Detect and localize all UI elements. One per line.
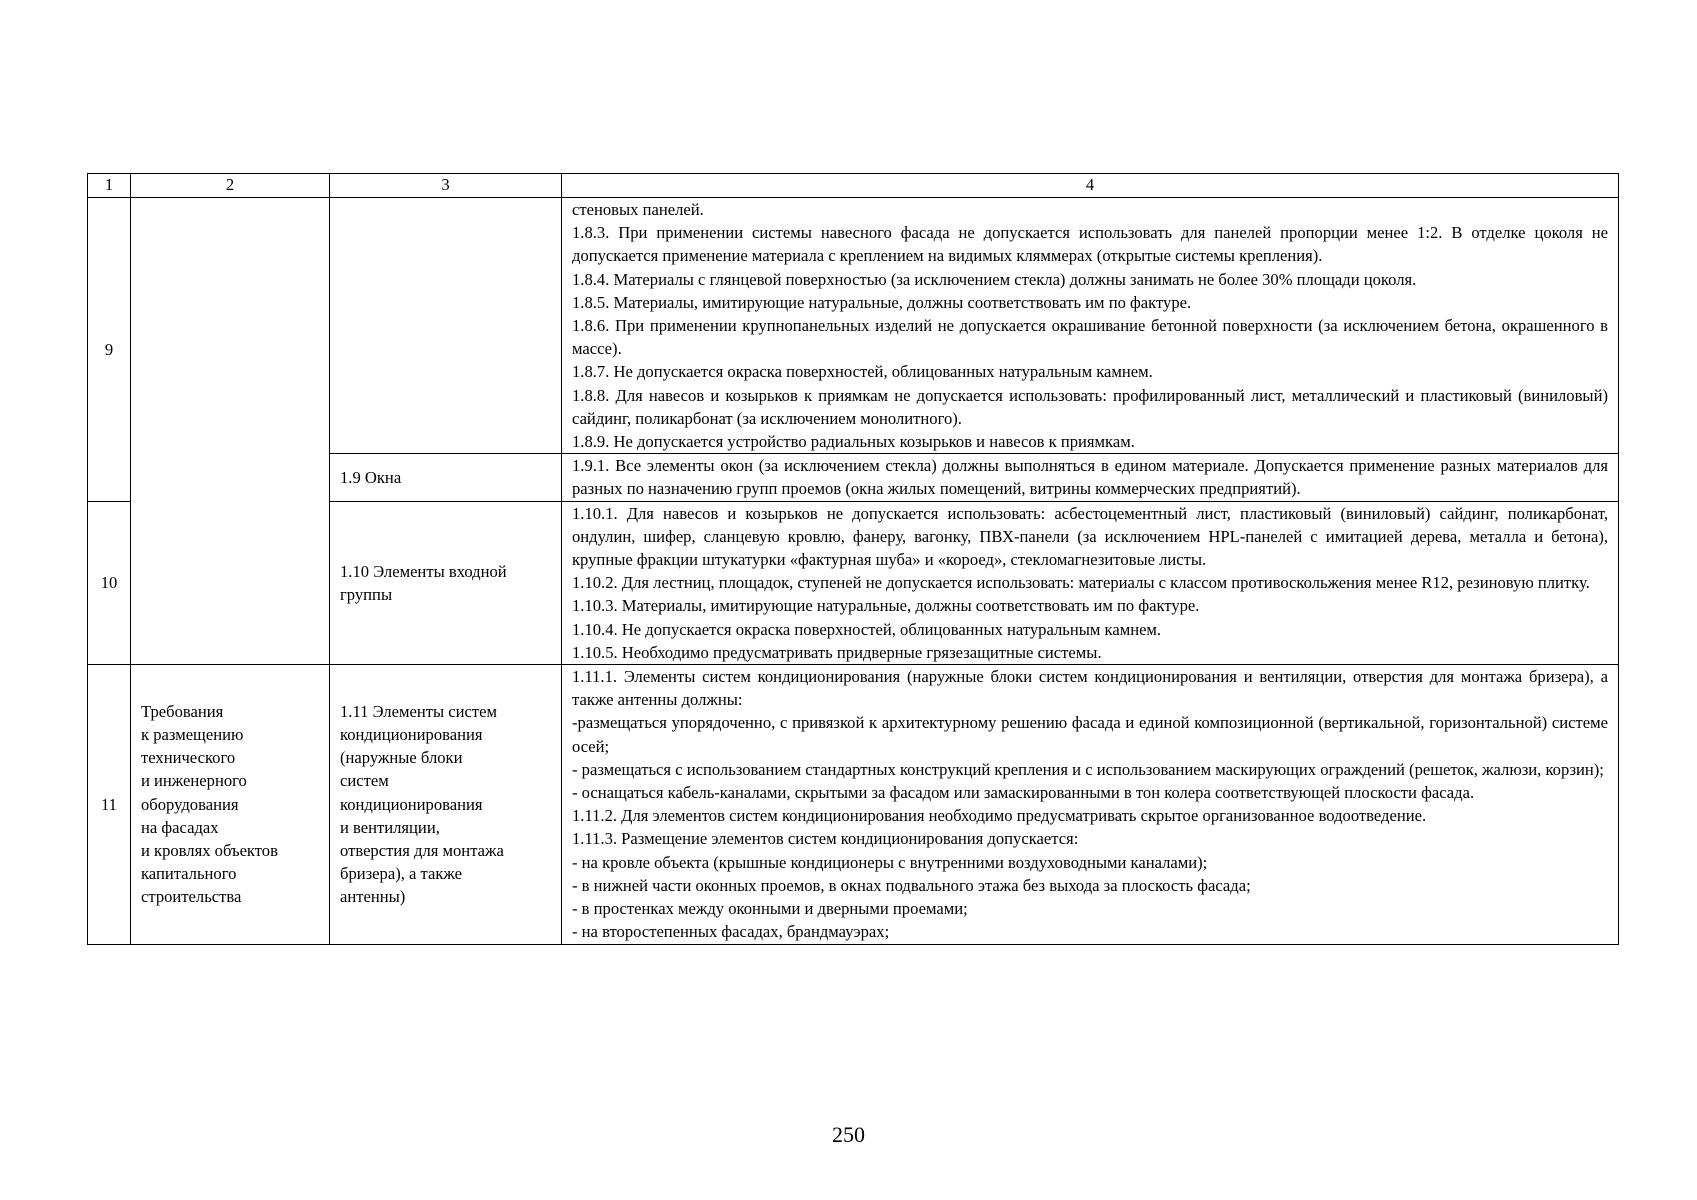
paragraph: 1.8.9. Не допускается устройство радиальных козырьков и навесов к приямкам. [572,432,1135,452]
element-cell [330,198,562,454]
paragraph: 1.11.2. Для элементов систем кондиционирования необходимо предусматривать скрытое организованное водоотведение. [572,806,1427,826]
paragraph: 1.11.1. Элементы систем кондиционирования (наружные блоки систем кондиционирования и вентиляции, отверстия для монтажа бризера), а также антенны должны: [572,667,1608,710]
paragraph: - оснащаться кабель-каналами, скрытыми за фасадом или замаскированными в тон колера соответствующей плоскости фасада. [572,783,1475,803]
element-cell [330,665,562,944]
header-col-2: 2 [131,174,330,198]
element-cell: 1.9 Окна [330,454,562,501]
header-col-1: 1 [88,174,131,198]
requirements-table [87,173,1619,945]
requirement-name-cell [131,665,330,944]
paragraph: 1.8.3. При применении системы навесного фасада не допускается использовать для панелей пропорции менее 1:2. В отделке цоколя не допускается применение материала с креплением на видимых кляммерах (открытые системы крепления). [572,223,1608,266]
requirement-text-cell [562,665,1619,944]
paragraph: -размещаться упорядоченно, с привязкой к архитектурному решению фасада и единой композиционной (вертикальной, горизонтальной) системе осей; [572,713,1608,756]
paragraph: 1.8.8. Для навесов и козырьков к приямкам не допускается использовать: профилированный лист, металлический и пластиковый (виниловый) сайдинг, поликарбонат (за исключением монолитного). [572,385,1608,428]
paragraph: - в простенках между оконными и дверными проемами; [572,899,968,919]
paragraph: 1.8.7. Не допускается окраска поверхностей, облицованных натуральным камнем. [572,362,1153,382]
paragraph: 1.10.2. Для лестниц, площадок, ступеней не допускается использовать: материалы с классом противоскольжения менее R12, резиновую плитку. [572,573,1590,593]
paragraph: 1.8.4. Материалы с глянцевой поверхностью (за исключением стекла) должны занимать не более 30% площади цоколя. [572,269,1417,289]
paragraph: 1.10.4. Не допускается окраска поверхностей, облицованных натуральным камнем. [572,619,1162,639]
paragraph: 1.10.1. Для навесов и козырьков не допускается использовать: асбестоцементный лист, пластиковый (виниловый) сайдинг, поликарбонат, ондулин, шифер, сланцевую кровлю, фанеру, вагонку, ПВХ-панели (за исключением HPL-панелей с имитацией дерева, металла и бетона), крупные фракции штукатурки «фактурная шуба» и «короед», стекломагнезитовые листы. [572,503,1608,570]
header-col-4: 4 [562,174,1619,198]
row-number: 9 [88,198,131,502]
header-col-3: 3 [330,174,562,198]
paragraph: 1.11.3. Размещение элементов систем кондиционирования допускается: [572,829,1079,849]
table-header-row [88,174,1619,198]
paragraph: 1.10.5. Необходимо предусматривать придверные грязезащитные системы. [572,642,1102,662]
table-row [88,198,1619,454]
requirement-text-cell [562,198,1619,454]
paragraph: 1.8.6. При применении крупнопанельных изделий не допускается окрашивание бетонной поверхности (за исключением бетона, окрашенного в массе). [572,316,1608,359]
page-number: 250 [832,1122,865,1147]
paragraph: - размещаться с использованием стандартных конструкций крепления и с использованием маскирующих ограждений (решеток, жалюзи, корзин); [572,759,1604,779]
requirement-name-text: Требования к размещению технического и инженерного оборудования на фасадах и кровлях объектов капитального строительства [141,701,278,907]
requirement-text-cell [562,454,1619,501]
paragraph: - на второстепенных фасадах, брандмауэрах; [572,922,890,942]
element-cell: 1.10 Элементы входной группы [330,501,562,664]
requirement-text-cell [562,501,1619,664]
row-number: 10 [88,501,131,664]
paragraph: 1.9.1. Все элементы окон (за исключением стекла) должны выполняться в едином материале. Допускается применение разных материалов для разных по назначению групп проемов (окна жилых помещений, витрины коммерческих предприятий). [572,456,1608,499]
paragraph: стеновых панелей. [572,200,704,219]
element-text: 1.11 Элементы систем кондиционирования (наружные блоки систем кондиционирования и вентиляции, отверстия для монтажа бризера), а также антенны) [340,701,504,907]
paragraph: 1.8.5. Материалы, имитирующие натуральные, должны соответствовать им по фактуре. [572,292,1192,312]
table-row [88,665,1619,944]
paragraph: - на кровле объекта (крышные кондиционеры с внутренними воздуховодными каналами); [572,852,1208,872]
paragraph: 1.10.3. Материалы, имитирующие натуральные, должны соответствовать им по фактуре. [572,596,1200,616]
requirement-name-cell [131,198,330,665]
paragraph: - в нижней части оконных проемов, в окнах подвального этажа без выхода за плоскость фасада; [572,875,1251,895]
row-number: 11 [88,665,131,944]
